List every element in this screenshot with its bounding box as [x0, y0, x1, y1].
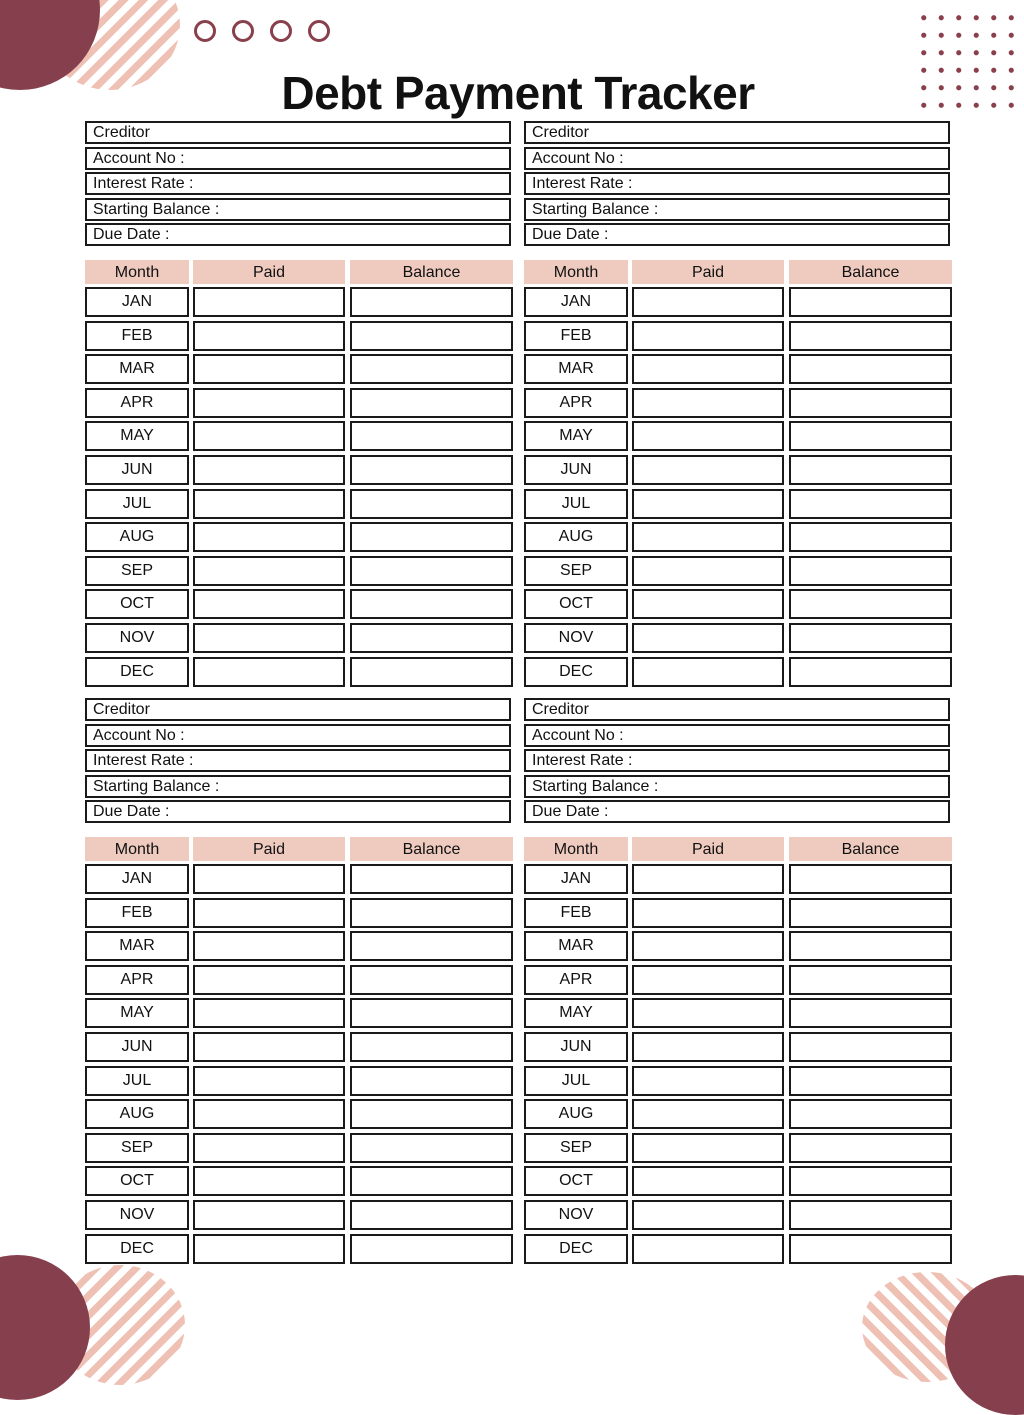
table-row: [85, 1198, 951, 1232]
table-row: [85, 319, 951, 353]
paid-cell[interactable]: [632, 321, 784, 351]
month-cell: JUL: [524, 489, 628, 519]
month-cell: NOV: [85, 623, 189, 653]
paid-cell[interactable]: [193, 657, 345, 687]
table-row: [85, 520, 951, 554]
balance-cell[interactable]: [350, 898, 513, 928]
balance-cell[interactable]: [350, 421, 513, 451]
table-header-row: [85, 837, 951, 862]
paid-cell[interactable]: [632, 388, 784, 418]
creditor-info-block: [85, 698, 511, 826]
paid-cell[interactable]: [193, 864, 345, 894]
balance-cell[interactable]: [789, 287, 952, 317]
month-cell: OCT: [85, 1166, 189, 1196]
table-row: [85, 862, 951, 896]
balance-cell[interactable]: [350, 321, 513, 351]
interest-rate-field[interactable]: Interest Rate :: [85, 749, 511, 772]
table-row: [85, 655, 951, 689]
starting-balance-field[interactable]: Starting Balance :: [85, 198, 511, 221]
month-cell: FEB: [524, 321, 628, 351]
paid-cell[interactable]: [632, 354, 784, 384]
ring-decoration: [194, 20, 330, 42]
payment-tracker-table: [85, 260, 951, 688]
month-cell: JUN: [524, 455, 628, 485]
creditor-info-block: [85, 121, 511, 249]
balance-cell[interactable]: [350, 998, 513, 1028]
paid-cell[interactable]: [193, 1032, 345, 1062]
balance-cell[interactable]: [789, 1099, 952, 1129]
balance-cell[interactable]: [350, 1133, 513, 1163]
creditor-info-block: [524, 698, 950, 826]
ring-icon: [270, 20, 292, 42]
page-title: Debt Payment Tracker: [281, 67, 755, 119]
ring-icon: [194, 20, 216, 42]
month-cell: JAN: [524, 287, 628, 317]
balance-cell[interactable]: [350, 455, 513, 485]
month-cell: JAN: [524, 864, 628, 894]
month-cell: SEP: [85, 556, 189, 586]
month-cell: AUG: [85, 1099, 189, 1129]
balance-header: Balance: [789, 260, 952, 284]
month-cell: MAR: [524, 931, 628, 961]
balance-cell[interactable]: [789, 1200, 952, 1230]
month-cell: AUG: [524, 522, 628, 552]
balance-cell[interactable]: [350, 623, 513, 653]
paid-header: Paid: [632, 837, 784, 861]
month-cell: FEB: [85, 898, 189, 928]
paid-cell[interactable]: [193, 1166, 345, 1196]
balance-cell[interactable]: [789, 1032, 952, 1062]
creditor-field[interactable]: Creditor: [524, 121, 950, 144]
paid-cell[interactable]: [632, 998, 784, 1028]
balance-cell[interactable]: [789, 623, 952, 653]
balance-cell[interactable]: [350, 522, 513, 552]
due-date-field[interactable]: Due Date :: [524, 800, 950, 823]
paid-cell[interactable]: [193, 556, 345, 586]
month-cell: APR: [85, 388, 189, 418]
paid-header: Paid: [193, 837, 345, 861]
paid-cell[interactable]: [632, 657, 784, 687]
balance-cell[interactable]: [789, 321, 952, 351]
paid-cell[interactable]: [632, 623, 784, 653]
month-cell: FEB: [85, 321, 189, 351]
balance-cell[interactable]: [350, 556, 513, 586]
balance-cell[interactable]: [350, 287, 513, 317]
starting-balance-field[interactable]: Starting Balance :: [524, 198, 950, 221]
month-cell: MAY: [524, 998, 628, 1028]
table-row: [85, 1131, 951, 1165]
paid-cell[interactable]: [632, 589, 784, 619]
payment-tracker-table: [85, 837, 951, 1265]
ring-icon: [232, 20, 254, 42]
paid-cell[interactable]: [193, 931, 345, 961]
circle-decoration-bottom-left: [0, 1255, 90, 1400]
balance-cell[interactable]: [789, 998, 952, 1028]
table-row: [85, 487, 951, 521]
month-cell: OCT: [85, 589, 189, 619]
paid-cell[interactable]: [632, 965, 784, 995]
due-date-field[interactable]: Due Date :: [85, 800, 511, 823]
month-cell: OCT: [524, 1166, 628, 1196]
month-cell: MAR: [85, 354, 189, 384]
paid-cell[interactable]: [632, 1133, 784, 1163]
month-cell: DEC: [85, 657, 189, 687]
table-row: [85, 963, 951, 997]
month-cell: JUN: [85, 1032, 189, 1062]
month-cell: MAR: [85, 931, 189, 961]
paid-cell[interactable]: [632, 1032, 784, 1062]
balance-cell[interactable]: [789, 965, 952, 995]
balance-cell[interactable]: [350, 1200, 513, 1230]
balance-cell[interactable]: [789, 589, 952, 619]
ring-icon: [308, 20, 330, 42]
creditor-info-block: [524, 121, 950, 249]
month-cell: JUL: [85, 1066, 189, 1096]
balance-cell[interactable]: [350, 1099, 513, 1129]
balance-header: Balance: [350, 837, 513, 861]
balance-cell[interactable]: [789, 421, 952, 451]
paid-cell[interactable]: [632, 489, 784, 519]
paid-cell[interactable]: [632, 1099, 784, 1129]
table-row: [85, 352, 951, 386]
paid-cell[interactable]: [193, 965, 345, 995]
paid-cell[interactable]: [193, 388, 345, 418]
balance-cell[interactable]: [350, 657, 513, 687]
month-cell: JAN: [85, 287, 189, 317]
paid-cell[interactable]: [632, 931, 784, 961]
table-row: [85, 1064, 951, 1098]
month-cell: DEC: [524, 657, 628, 687]
balance-cell[interactable]: [350, 1066, 513, 1096]
paid-cell[interactable]: [193, 1234, 345, 1264]
balance-cell[interactable]: [789, 388, 952, 418]
balance-cell[interactable]: [789, 898, 952, 928]
balance-header: Balance: [350, 260, 513, 284]
month-cell: OCT: [524, 589, 628, 619]
balance-cell[interactable]: [350, 354, 513, 384]
paid-cell[interactable]: [193, 589, 345, 619]
balance-cell[interactable]: [789, 1066, 952, 1096]
table-row: [85, 1097, 951, 1131]
table-row: [85, 1164, 951, 1198]
month-cell: MAY: [85, 998, 189, 1028]
paid-cell[interactable]: [193, 898, 345, 928]
table-row: [85, 1030, 951, 1064]
balance-cell[interactable]: [789, 657, 952, 687]
month-cell: NOV: [85, 1200, 189, 1230]
paid-cell[interactable]: [632, 455, 784, 485]
balance-cell[interactable]: [350, 388, 513, 418]
balance-cell[interactable]: [350, 931, 513, 961]
table-row: [85, 1232, 951, 1266]
month-header: Month: [524, 837, 628, 861]
paid-cell[interactable]: [632, 864, 784, 894]
balance-cell[interactable]: [789, 556, 952, 586]
month-cell: MAY: [524, 421, 628, 451]
table-row: [85, 587, 951, 621]
table-row: [85, 929, 951, 963]
starting-balance-field[interactable]: Starting Balance :: [85, 775, 511, 798]
month-cell: NOV: [524, 623, 628, 653]
balance-cell[interactable]: [789, 1166, 952, 1196]
paid-cell[interactable]: [193, 287, 345, 317]
paid-cell[interactable]: [632, 1166, 784, 1196]
month-cell: NOV: [524, 1200, 628, 1230]
paid-cell[interactable]: [632, 1200, 784, 1230]
paid-cell[interactable]: [193, 455, 345, 485]
paid-cell[interactable]: [193, 1133, 345, 1163]
table-row: [85, 896, 951, 930]
balance-cell[interactable]: [789, 1234, 952, 1264]
month-header: Month: [524, 260, 628, 284]
paid-cell[interactable]: [632, 287, 784, 317]
interest-rate-field[interactable]: Interest Rate :: [524, 749, 950, 772]
account-no-field[interactable]: Account No :: [524, 147, 950, 170]
paid-header: Paid: [632, 260, 784, 284]
month-cell: AUG: [524, 1099, 628, 1129]
interest-rate-field[interactable]: Interest Rate :: [85, 172, 511, 195]
month-cell: APR: [524, 388, 628, 418]
due-date-field[interactable]: Due Date :: [524, 223, 950, 246]
balance-cell[interactable]: [789, 864, 952, 894]
balance-cell[interactable]: [350, 965, 513, 995]
month-cell: JUN: [524, 1032, 628, 1062]
balance-cell[interactable]: [789, 522, 952, 552]
table-row: [85, 554, 951, 588]
balance-cell[interactable]: [789, 1133, 952, 1163]
paid-cell[interactable]: [193, 1200, 345, 1230]
table-row: [85, 285, 951, 319]
month-cell: APR: [85, 965, 189, 995]
paid-cell[interactable]: [193, 1066, 345, 1096]
table-row: [85, 386, 951, 420]
month-cell: JAN: [85, 864, 189, 894]
paid-cell[interactable]: [632, 898, 784, 928]
paid-cell[interactable]: [193, 321, 345, 351]
month-header: Month: [85, 260, 189, 284]
balance-cell[interactable]: [350, 489, 513, 519]
month-cell: SEP: [524, 1133, 628, 1163]
month-cell: APR: [524, 965, 628, 995]
month-cell: JUL: [524, 1066, 628, 1096]
balance-header: Balance: [789, 837, 952, 861]
account-no-field[interactable]: Account No :: [85, 147, 511, 170]
table-row: [85, 996, 951, 1030]
month-cell: FEB: [524, 898, 628, 928]
balance-cell[interactable]: [350, 1234, 513, 1264]
creditor-field[interactable]: Creditor: [524, 698, 950, 721]
paid-cell[interactable]: [193, 354, 345, 384]
creditor-field[interactable]: Creditor: [85, 121, 511, 144]
table-row: [85, 621, 951, 655]
month-cell: MAY: [85, 421, 189, 451]
paid-cell[interactable]: [193, 421, 345, 451]
paid-cell[interactable]: [632, 1066, 784, 1096]
account-no-field[interactable]: Account No :: [85, 724, 511, 747]
paid-cell[interactable]: [632, 421, 784, 451]
month-cell: SEP: [524, 556, 628, 586]
due-date-field[interactable]: Due Date :: [85, 223, 511, 246]
month-cell: JUL: [85, 489, 189, 519]
table-row: [85, 419, 951, 453]
creditor-field[interactable]: Creditor: [85, 698, 511, 721]
paid-cell[interactable]: [193, 489, 345, 519]
paid-cell[interactable]: [193, 623, 345, 653]
balance-cell[interactable]: [789, 455, 952, 485]
balance-cell[interactable]: [350, 1032, 513, 1062]
balance-cell[interactable]: [789, 931, 952, 961]
paid-header: Paid: [193, 260, 345, 284]
paid-cell[interactable]: [632, 1234, 784, 1264]
balance-cell[interactable]: [350, 864, 513, 894]
month-cell: DEC: [85, 1234, 189, 1264]
starting-balance-field[interactable]: Starting Balance :: [524, 775, 950, 798]
interest-rate-field[interactable]: Interest Rate :: [524, 172, 950, 195]
table-header-row: [85, 260, 951, 285]
month-header: Month: [85, 837, 189, 861]
balance-cell[interactable]: [789, 354, 952, 384]
paid-cell[interactable]: [632, 556, 784, 586]
balance-cell[interactable]: [789, 489, 952, 519]
paid-cell[interactable]: [193, 998, 345, 1028]
paid-cell[interactable]: [632, 522, 784, 552]
balance-cell[interactable]: [350, 589, 513, 619]
month-cell: JUN: [85, 455, 189, 485]
account-no-field[interactable]: Account No :: [524, 724, 950, 747]
table-row: [85, 453, 951, 487]
month-cell: MAR: [524, 354, 628, 384]
month-cell: SEP: [85, 1133, 189, 1163]
month-cell: AUG: [85, 522, 189, 552]
balance-cell[interactable]: [350, 1166, 513, 1196]
month-cell: DEC: [524, 1234, 628, 1264]
paid-cell[interactable]: [193, 522, 345, 552]
paid-cell[interactable]: [193, 1099, 345, 1129]
